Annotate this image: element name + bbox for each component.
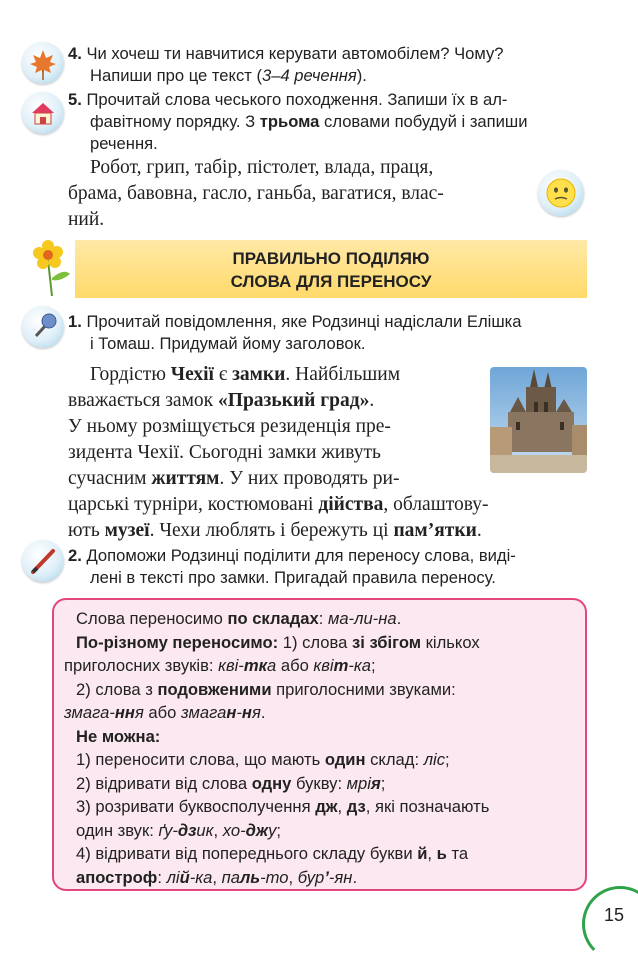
text-fragment: Гордістю xyxy=(90,364,171,385)
task-text-bold: трьома xyxy=(259,112,320,131)
task-text: словами побудуй і запиши xyxy=(319,112,528,131)
task-4 xyxy=(68,43,588,87)
text-fragment: ють xyxy=(68,520,105,541)
smiley-face-icon xyxy=(538,170,584,216)
task-text: Напиши про це текст ( xyxy=(90,66,262,85)
text-fragment: є xyxy=(213,364,233,385)
rule-line: один звук: ґу-дзик, хо-джу; xyxy=(76,820,282,840)
task-text: фавітному порядку. З xyxy=(90,112,260,131)
text-fragment: вважається замок xyxy=(68,390,219,411)
task-text: і Томаш. Придумай йому заголовок. xyxy=(90,334,366,353)
rule-line: 3) розривати буквосполучення дж, дз, які позначають xyxy=(76,797,490,816)
task-text: Чи хочеш ти навчитися керувати автомобілем? Чому? xyxy=(86,44,504,63)
rules-box xyxy=(52,598,587,891)
highlighted-word: Чехії xyxy=(170,364,214,385)
text-fragment: царські турніри, костюмовані xyxy=(68,494,319,515)
microphone-icon xyxy=(22,306,64,348)
highlighted-word: замки xyxy=(232,364,286,385)
section-title-line: ПРАВИЛЬНО ПОДІЛЯЮ xyxy=(232,249,430,268)
rule-line: Не можна: xyxy=(76,726,161,746)
rule-line: апостроф: лій-ка, паль-то, бур’-ян. xyxy=(76,867,358,887)
task-text: Прочитай слова чеського походження. Запиши їх в ал- xyxy=(86,90,508,109)
rule-line: 2) слова з подовженими приголосними звуками: xyxy=(76,679,456,699)
rule-line: Слова переносимо по складах: ма-ли-на. xyxy=(76,609,402,628)
text-fragment: сучасним xyxy=(68,468,152,489)
word-list-line: Робот, грип, табір, пістолет, влада, праця, xyxy=(90,157,434,178)
page-number: 15 xyxy=(603,905,624,925)
task-text: ). xyxy=(356,66,367,85)
task-number: 4. xyxy=(68,44,82,63)
text-fragment: . xyxy=(369,390,375,411)
highlighted-word: життям xyxy=(151,468,220,489)
task-number: 5. xyxy=(68,90,82,109)
task-text: лені в тексті про замки. Пригадай правила переносу. xyxy=(90,568,496,587)
maple-leaf-icon xyxy=(22,42,64,84)
text-line: зидента Чехії. Сьогодні замки живуть xyxy=(68,442,381,463)
castle-text xyxy=(68,362,588,544)
task-1 xyxy=(68,311,588,355)
rule-line: 4) відривати від попереднього складу букви й, ь та xyxy=(76,844,469,863)
highlighted-word: «Празький град» xyxy=(218,390,370,411)
highlighted-word: дійства xyxy=(318,494,384,515)
text-fragment: . xyxy=(476,520,482,541)
text-line: У ньому розміщується резиденція пре- xyxy=(68,416,391,437)
section-banner xyxy=(75,240,587,298)
task-text-italic: 3–4 речення xyxy=(262,66,357,85)
text-fragment: , облаштову- xyxy=(383,494,489,515)
highlighted-word: пам’ятки xyxy=(393,520,477,541)
rule-line: 2) відривати від слова одну букву: мрія; xyxy=(76,773,386,793)
word-list-line: ний. xyxy=(68,209,105,230)
task-text: Допоможи Родзинці поділити для переносу слова, виді- xyxy=(86,546,516,565)
task-2 xyxy=(68,545,588,589)
flower-icon xyxy=(30,238,74,298)
section-title xyxy=(75,240,587,293)
word-list-line: брама, бавовна, гасло, ганьба, вагатися, влас- xyxy=(68,183,444,204)
section-title-line: СЛОВА ДЛЯ ПЕРЕНОСУ xyxy=(230,272,432,291)
rule-line: змага-ння або змаган-ня. xyxy=(64,703,266,722)
word-list xyxy=(68,155,528,233)
task-5 xyxy=(68,89,588,155)
house-icon xyxy=(22,92,64,134)
task-text: речення. xyxy=(90,134,158,153)
rule-line: 1) переносити слова, що мають один склад: ліс; xyxy=(76,750,450,769)
highlighted-word: музеї xyxy=(104,520,150,541)
pen-icon xyxy=(22,540,64,582)
task-text: Прочитай повідомлення, яке Родзинці надіслали Елішка xyxy=(86,312,522,331)
task-number: 2. xyxy=(68,546,82,565)
text-fragment: . Найбільшим xyxy=(285,364,401,385)
text-fragment: . У них проводять ри- xyxy=(219,468,400,489)
text-fragment: . Чехи люблять і бережуть ці xyxy=(149,520,394,541)
rule-line: По-різному переносимо: 1) слова зі збігом кількох xyxy=(76,632,480,652)
task-number: 1. xyxy=(68,312,82,331)
rule-line: приголосних звуків: кві-тка або квіт-ка; xyxy=(64,656,376,675)
